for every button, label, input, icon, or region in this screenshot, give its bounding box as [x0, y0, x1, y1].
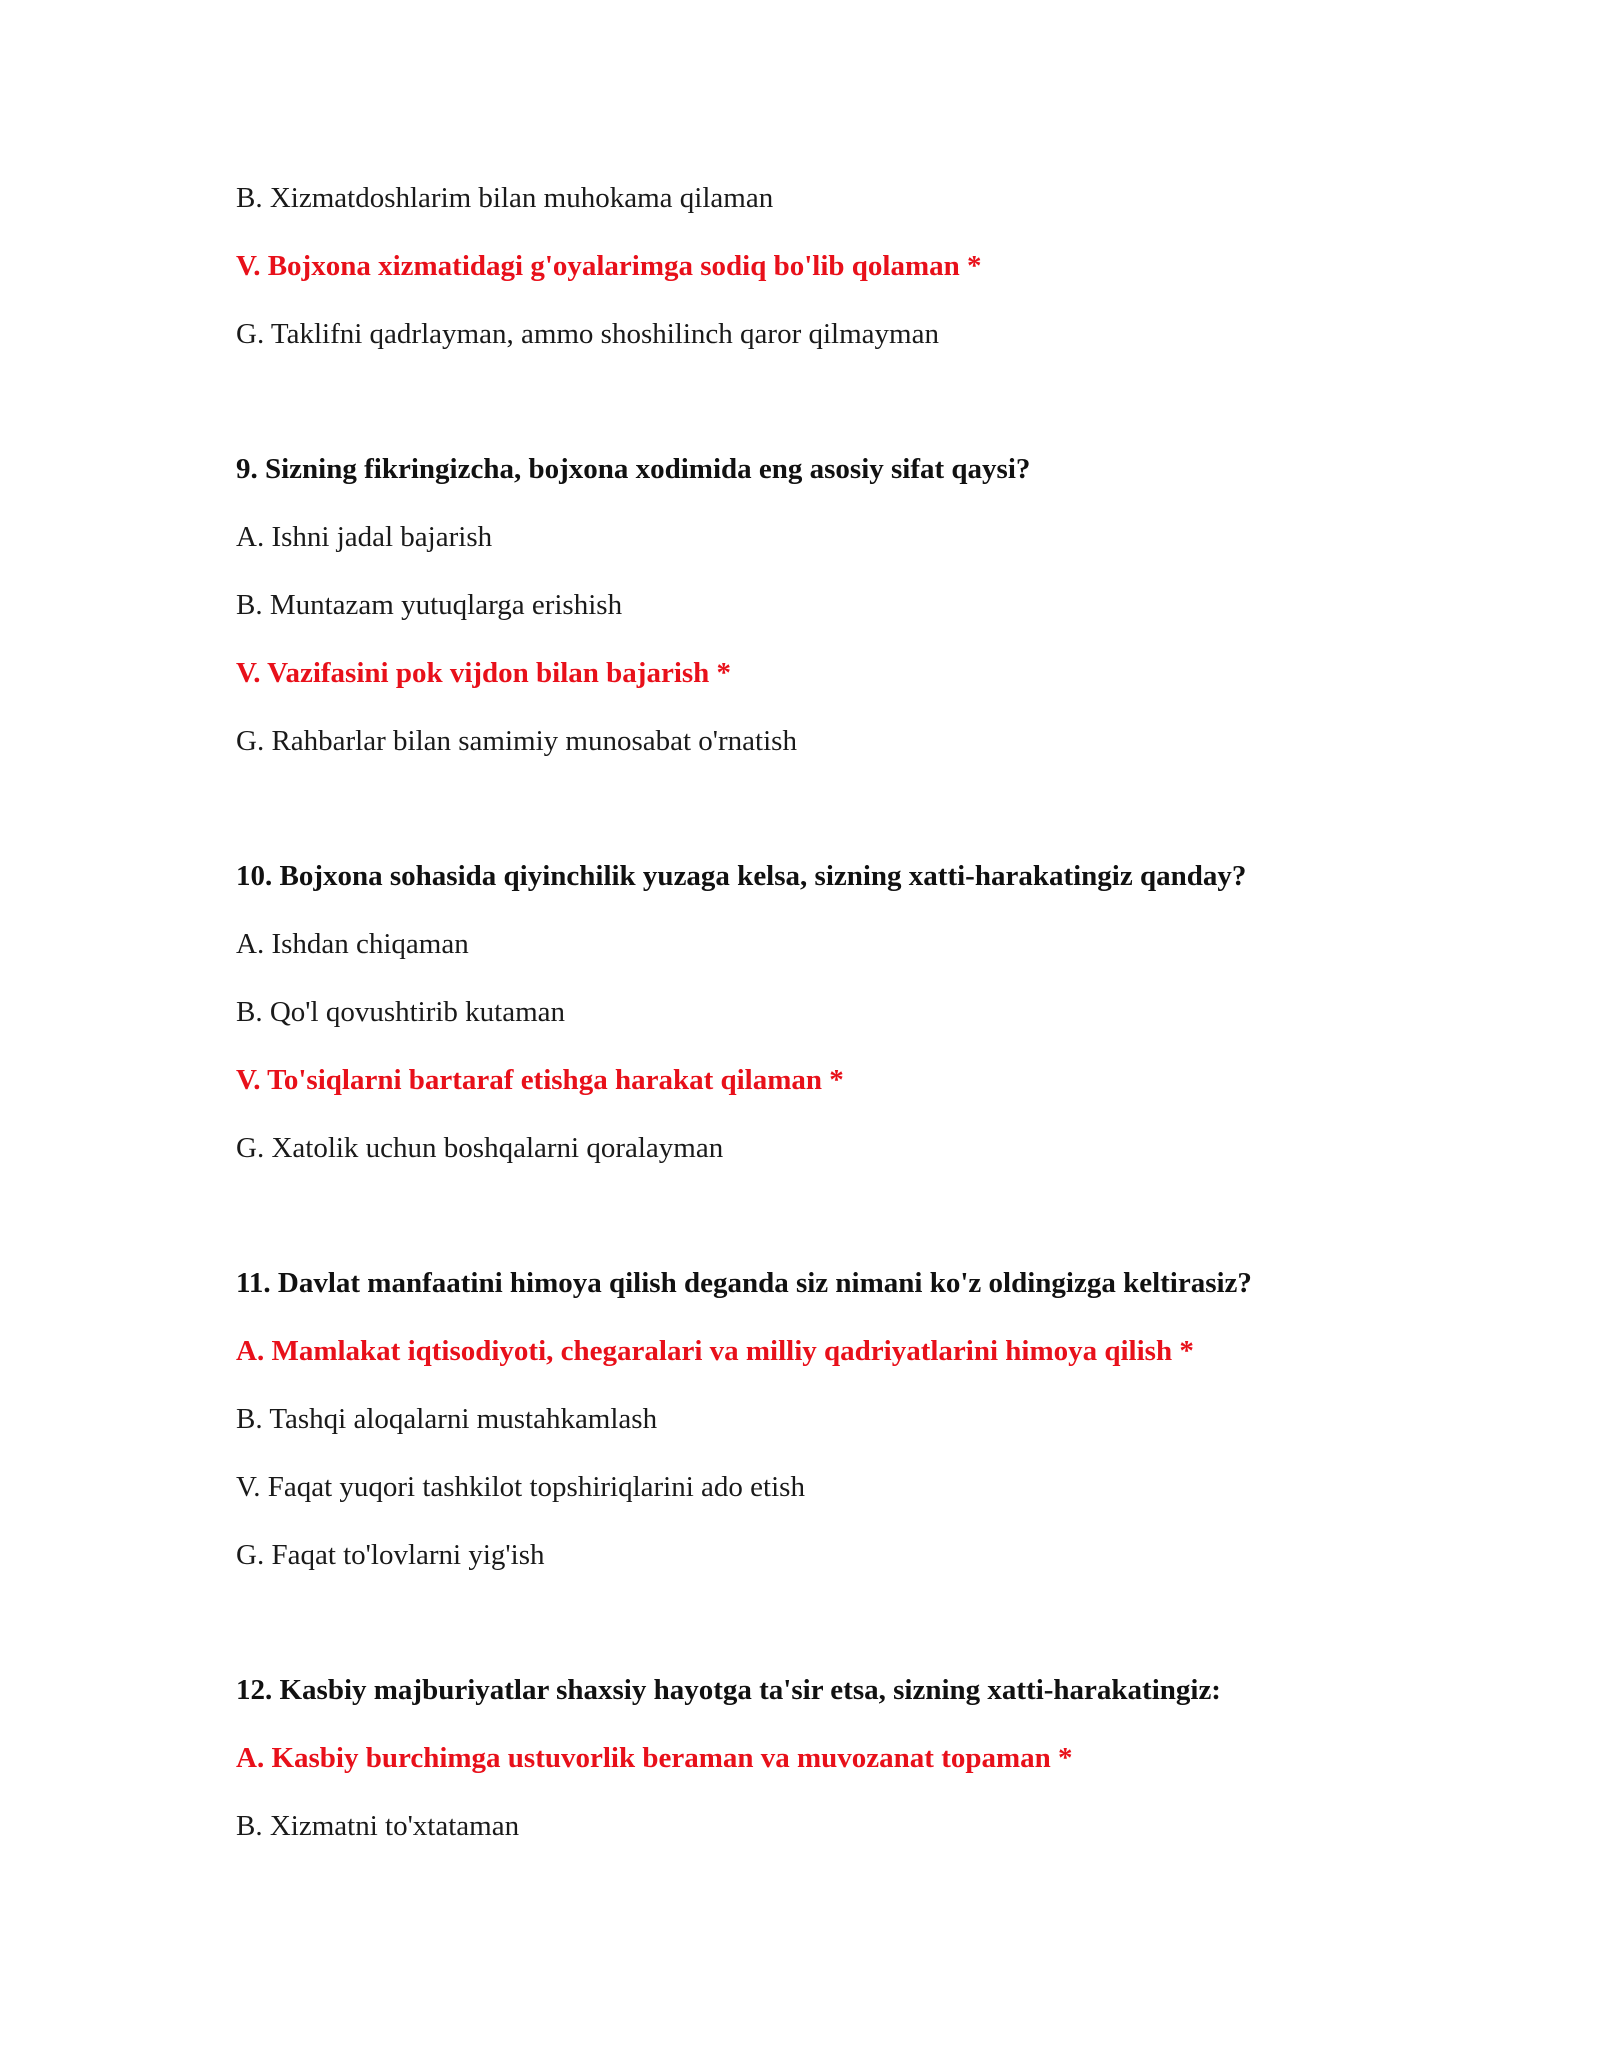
option-12-a-correct: A. Kasbiy burchimga ustuvorlik beraman va muvozanat topaman *	[236, 1742, 1073, 1774]
question-10-text: 10. Bojxona sohasida qiyinchilik yuzaga kelsa, sizning xatti-harakatingiz qanday?	[236, 860, 1247, 892]
option-11-b: B. Tashqi aloqalarni mustahkamlash	[236, 1403, 658, 1435]
option-8-v-correct: V. Bojxona xizmatidagi g'oyalarimga sodiq bo'lib qolaman *	[236, 250, 982, 282]
option-8-g: G. Taklifni qadrlayman, ammo shoshilinch qaror qilmayman	[236, 318, 939, 350]
option-9-v-correct: V. Vazifasini pok vijdon bilan bajarish *	[236, 657, 732, 689]
option-9-a: A. Ishni jadal bajarish	[236, 521, 493, 553]
question-11-text: 11. Davlat manfaatini himoya qilish deganda siz nimani ko'z oldingizga keltirasiz?	[236, 1267, 1252, 1299]
option-10-g: G. Xatolik uchun boshqalarni qoralayman	[236, 1132, 724, 1164]
option-10-a: A. Ishdan chiqaman	[236, 928, 469, 960]
question-11	[236, 1263, 1436, 1575]
question-12	[236, 1670, 1436, 1846]
spacer	[236, 1196, 1436, 1263]
option-12-b: B. Xizmatni to'xtataman	[236, 1810, 520, 1842]
option-11-a-correct: A. Mamlakat iqtisodiyoti, chegaralari va milliy qadriyatlarini himoya qilish *	[236, 1335, 1194, 1367]
option-11-v: V. Faqat yuqori tashkilot topshiriqlarini ado etish	[236, 1471, 805, 1503]
option-8-b: B. Xizmatdoshlarim bilan muhokama qilaman	[236, 182, 774, 214]
question-8-options	[236, 178, 1436, 354]
option-9-g: G. Rahbarlar bilan samimiy munosabat o'rnatish	[236, 725, 797, 757]
question-9	[236, 449, 1436, 761]
spacer	[236, 382, 1436, 449]
question-9-text: 9. Sizning fikringizcha, bojxona xodimida eng asosiy sifat qaysi?	[236, 453, 1031, 485]
option-10-v-correct: V. To'siqlarni bartaraf etishga harakat qilaman *	[236, 1064, 844, 1096]
question-12-text: 12. Kasbiy majburiyatlar shaxsiy hayotga ta'sir etsa, sizning xatti-harakatingiz:	[236, 1674, 1221, 1706]
option-10-b: B. Qo'l qovushtirib kutaman	[236, 996, 566, 1028]
option-11-g: G. Faqat to'lovlarni yig'ish	[236, 1539, 545, 1571]
spacer	[236, 789, 1436, 856]
quiz-content	[236, 178, 1436, 1874]
option-9-b: B. Muntazam yutuqlarga erishish	[236, 589, 623, 621]
spacer	[236, 1603, 1436, 1670]
question-10	[236, 856, 1436, 1168]
